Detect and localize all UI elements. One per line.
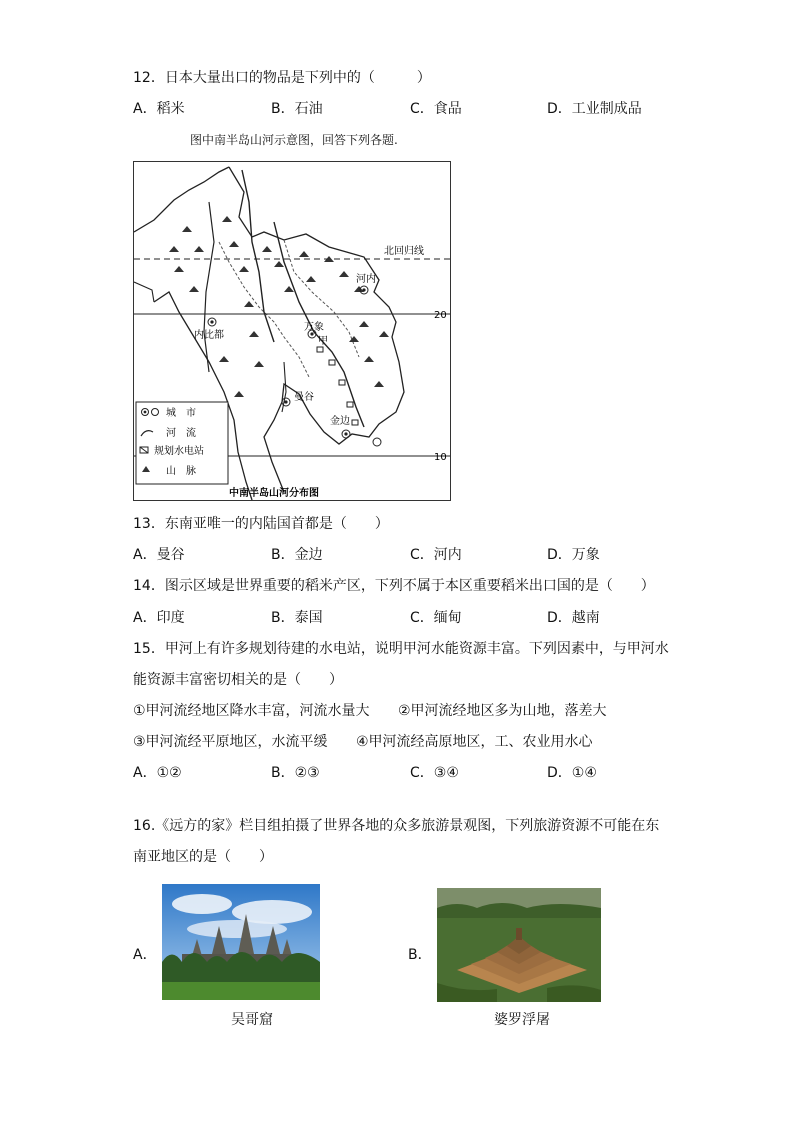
q15-option-c: C．③④	[410, 765, 459, 781]
question-15-stem-2: 能资源丰富密切相关的是（ ）	[133, 672, 343, 688]
q15-statement-2: ②甲河流经地区多为山地，落差大	[398, 703, 607, 719]
q13-option-c: C．河内	[410, 547, 462, 563]
map-label-lat20: 20	[434, 310, 447, 321]
question-16-stem-2: 南亚地区的是（ ）	[133, 849, 273, 865]
map-label-vientiane: 万象	[304, 322, 324, 333]
q14-option-a: A．印度	[133, 610, 185, 626]
q13-option-d: D．万象	[547, 547, 600, 563]
photo-b-label: 婆罗浮屠	[494, 1012, 550, 1028]
question-16-stem-1: 16.《远方的家》栏目组拍摄了世界各地的众多旅游景观图，下列旅游资源不可能在东	[133, 818, 660, 834]
question-15-stem-1: 15．甲河上有许多规划待建的水电站，说明甲河水能资源丰富。下列因素中，与甲河水	[133, 641, 669, 657]
question-12-stem: 12．日本大量出口的物品是下列中的（ ）	[133, 70, 431, 86]
question-13-stem: 13．东南亚唯一的内陆国首都是（ ）	[133, 516, 389, 532]
map-label-lat10: 10	[434, 452, 447, 463]
q15-option-b: B．②③	[271, 765, 320, 781]
q16-option-a: A．	[133, 947, 157, 963]
map-label-naypyidaw: 内比都	[194, 330, 224, 341]
map-intro: 图中南半岛山河示意图，回答下列各题.	[190, 133, 398, 147]
angkor-wat-photo	[162, 884, 320, 1000]
q15-option-a: A．①②	[133, 765, 182, 781]
map-label-tropic: 北回归线	[384, 246, 424, 257]
q13-option-b: B．金边	[271, 547, 323, 563]
legend-mountain: 山 脉	[166, 466, 196, 477]
q15-statement-3: ③甲河流经平原地区，水流平缓	[133, 734, 328, 750]
q12-option-d: D．工业制成品	[547, 101, 642, 117]
q15-statement-1: ①甲河流经地区降水丰富，河流水量大	[133, 703, 370, 719]
map-title: 中南半岛山河分布图	[229, 488, 319, 499]
q12-option-b: B．石油	[271, 101, 323, 117]
legend-city: 城 市	[166, 408, 196, 419]
photo-a-label: 吴哥窟	[231, 1012, 273, 1028]
q13-option-a: A．曼谷	[133, 547, 185, 563]
q12-option-a: A．稻米	[133, 101, 185, 117]
map-label-jia: 甲	[318, 336, 328, 347]
legend-hydro: 规划水电站	[154, 446, 204, 457]
question-14-stem: 14．图示区域是世界重要的稻米产区，下列不属于本区重要稻米出口国的是（ ）	[133, 578, 655, 594]
q14-option-d: D．越南	[547, 610, 600, 626]
q15-statement-4: ④甲河流经高原地区，工、农业用水心	[356, 734, 593, 750]
q14-option-c: C．缅甸	[410, 610, 462, 626]
q12-option-c: C．食品	[410, 101, 462, 117]
map-label-bangkok: 曼谷	[294, 392, 314, 403]
q14-option-b: B．泰国	[271, 610, 323, 626]
map-label-phnompenh: 金边	[330, 416, 350, 427]
borobudur-photo	[437, 888, 601, 1002]
indochina-map	[133, 161, 451, 501]
map-svg	[134, 162, 450, 500]
q15-option-d: D．①④	[547, 765, 597, 781]
legend-river: 河 流	[166, 428, 196, 439]
map-label-hanoi: 河内	[356, 274, 376, 285]
q16-option-b: B．	[408, 947, 432, 963]
